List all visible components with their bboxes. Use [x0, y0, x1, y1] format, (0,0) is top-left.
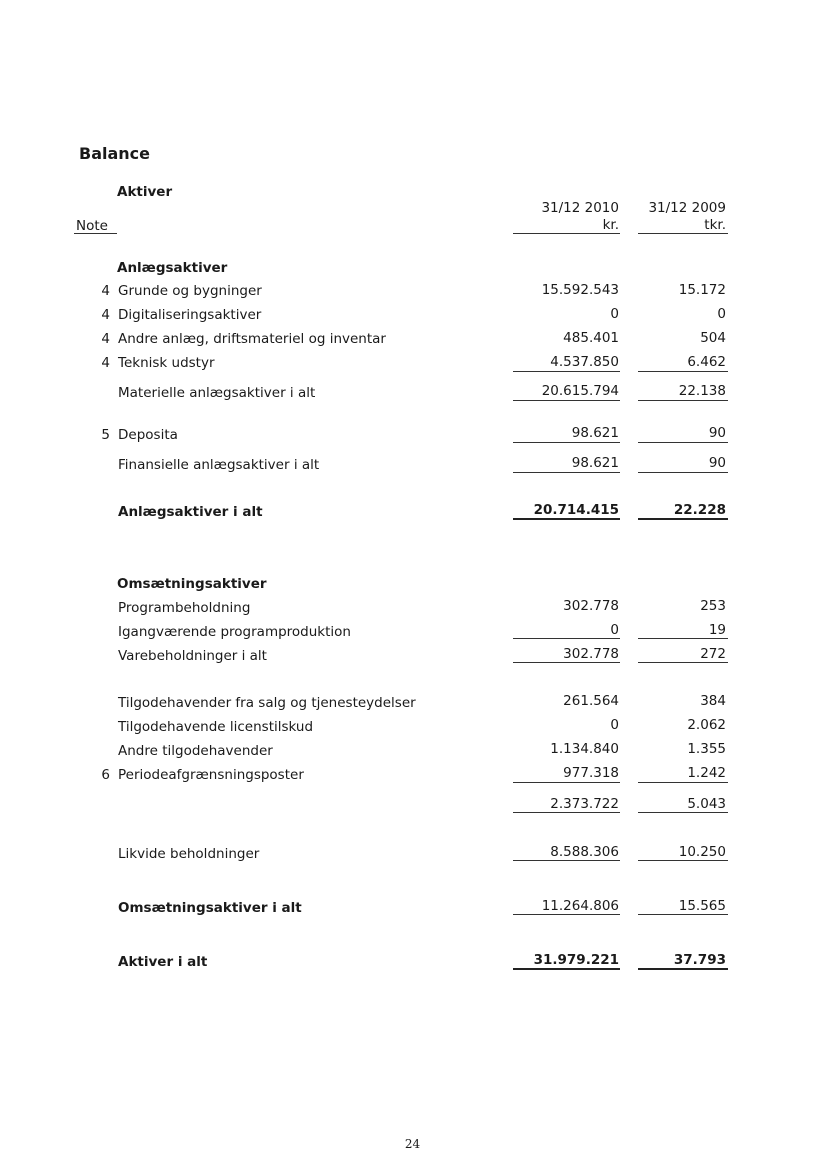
row-label: Periodeafgrænsningsposter — [118, 767, 304, 783]
grand-total-underline — [513, 518, 620, 520]
row-value-2010: 0 — [610, 306, 619, 322]
row-label: Tilgodehavende licenstilskud — [118, 719, 314, 735]
row-label: Andre tilgodehavender — [118, 743, 273, 759]
row-value-2009: 19 — [708, 622, 726, 638]
total-underline — [638, 662, 728, 663]
row-value-2009: 1.242 — [687, 765, 726, 781]
row-value-2009: 0 — [717, 306, 726, 322]
row-label: Aktiver i alt — [118, 954, 208, 970]
total-underline — [638, 812, 728, 813]
column-header-2009-date: 31/12 2009 — [648, 200, 726, 216]
row-value-2010: 261.564 — [563, 693, 619, 709]
row-label: Andre anlæg, driftsmateriel og inventar — [118, 331, 386, 347]
row-label: Programbeholdning — [118, 600, 251, 616]
row-value-2009: 22.138 — [678, 383, 726, 399]
total-underline — [638, 472, 728, 473]
total-underline — [638, 400, 728, 401]
row-note: 4 — [101, 307, 110, 323]
row-label: Materielle anlægsaktiver i alt — [118, 385, 316, 401]
row-label: Igangværende programproduktion — [118, 624, 351, 640]
subtotal-underline — [513, 638, 620, 639]
page-number: 24 — [404, 1137, 421, 1151]
subtotal-underline — [513, 371, 620, 372]
grand-total-underline — [513, 968, 620, 970]
row-label: Tilgodehavender fra salg og tjenesteydelser — [118, 695, 416, 711]
row-value-2009: 15.565 — [678, 898, 726, 914]
page-title: Balance — [79, 144, 150, 163]
row-note: 4 — [101, 331, 110, 347]
row-value-2010: 98.621 — [571, 455, 619, 471]
column-header-2010-date: 31/12 2010 — [541, 200, 619, 216]
row-value-2009: 5.043 — [687, 796, 726, 812]
row-value-2010: 20.714.415 — [533, 502, 619, 518]
total-underline — [638, 914, 728, 915]
row-label: Varebeholdninger i alt — [118, 648, 267, 664]
row-label: Deposita — [118, 427, 178, 443]
row-value-2009: 504 — [700, 330, 726, 346]
row-value-2010: 302.778 — [563, 598, 619, 614]
col1-header-underline — [513, 233, 620, 234]
row-value-2010: 1.134.840 — [550, 741, 619, 757]
row-value-2010: 8.588.306 — [550, 844, 619, 860]
row-value-2010: 302.778 — [563, 646, 619, 662]
subtotal-underline — [513, 782, 620, 783]
total-underline — [638, 860, 728, 861]
section-heading-anlaegsaktiver: Anlægsaktiver — [117, 260, 228, 276]
total-underline — [513, 662, 620, 663]
row-value-2010: 20.615.794 — [541, 383, 619, 399]
section-heading-aktiver: Aktiver — [117, 184, 173, 200]
grand-total-underline — [638, 968, 728, 970]
row-note: 4 — [101, 283, 110, 299]
row-value-2010: 31.979.221 — [533, 952, 619, 968]
row-value-2009: 1.355 — [687, 741, 726, 757]
total-underline — [513, 860, 620, 861]
row-value-2010: 485.401 — [563, 330, 619, 346]
total-underline — [513, 812, 620, 813]
row-value-2009: 10.250 — [678, 844, 726, 860]
row-value-2010: 15.592.543 — [541, 282, 619, 298]
row-note: 5 — [101, 427, 110, 443]
row-value-2010: 0 — [610, 717, 619, 733]
total-underline — [513, 400, 620, 401]
row-value-2009: 253 — [700, 598, 726, 614]
row-value-2010: 4.537.850 — [550, 354, 619, 370]
row-value-2010: 98.621 — [571, 425, 619, 441]
col2-header-underline — [638, 233, 728, 234]
row-value-2010: 11.264.806 — [541, 898, 619, 914]
subtotal-underline — [638, 442, 728, 443]
total-underline — [513, 914, 620, 915]
subtotal-underline — [638, 638, 728, 639]
column-header-2009-unit: tkr. — [704, 217, 726, 233]
row-value-2009: 22.228 — [673, 502, 726, 518]
row-value-2009: 15.172 — [678, 282, 726, 298]
row-value-2009: 90 — [708, 455, 726, 471]
subtotal-underline — [513, 442, 620, 443]
row-label: Anlægsaktiver i alt — [118, 504, 263, 520]
row-value-2009: 384 — [700, 693, 726, 709]
row-value-2009: 2.062 — [687, 717, 726, 733]
row-value-2009: 6.462 — [687, 354, 726, 370]
section-heading-omsaetningsaktiver: Omsætningsaktiver — [117, 576, 267, 592]
row-label: Teknisk udstyr — [118, 355, 215, 371]
row-value-2010: 0 — [610, 622, 619, 638]
row-value-2009: 90 — [708, 425, 726, 441]
row-value-2010: 2.373.722 — [550, 796, 619, 812]
row-label: Finansielle anlægsaktiver i alt — [118, 457, 320, 473]
row-value-2009: 37.793 — [673, 952, 726, 968]
column-header-2010-unit: kr. — [602, 217, 619, 233]
note-header-underline — [74, 233, 117, 234]
subtotal-underline — [638, 371, 728, 372]
subtotal-underline — [638, 782, 728, 783]
row-label: Likvide beholdninger — [118, 846, 260, 862]
row-value-2009: 272 — [700, 646, 726, 662]
row-label: Grunde og bygninger — [118, 283, 262, 299]
row-value-2010: 977.318 — [563, 765, 619, 781]
row-note: 4 — [101, 355, 110, 371]
row-note: 6 — [101, 767, 110, 783]
row-label: Omsætningsaktiver i alt — [118, 900, 302, 916]
grand-total-underline — [638, 518, 728, 520]
note-column-header: Note — [76, 218, 108, 234]
row-label: Digitaliseringsaktiver — [118, 307, 262, 323]
total-underline — [513, 472, 620, 473]
